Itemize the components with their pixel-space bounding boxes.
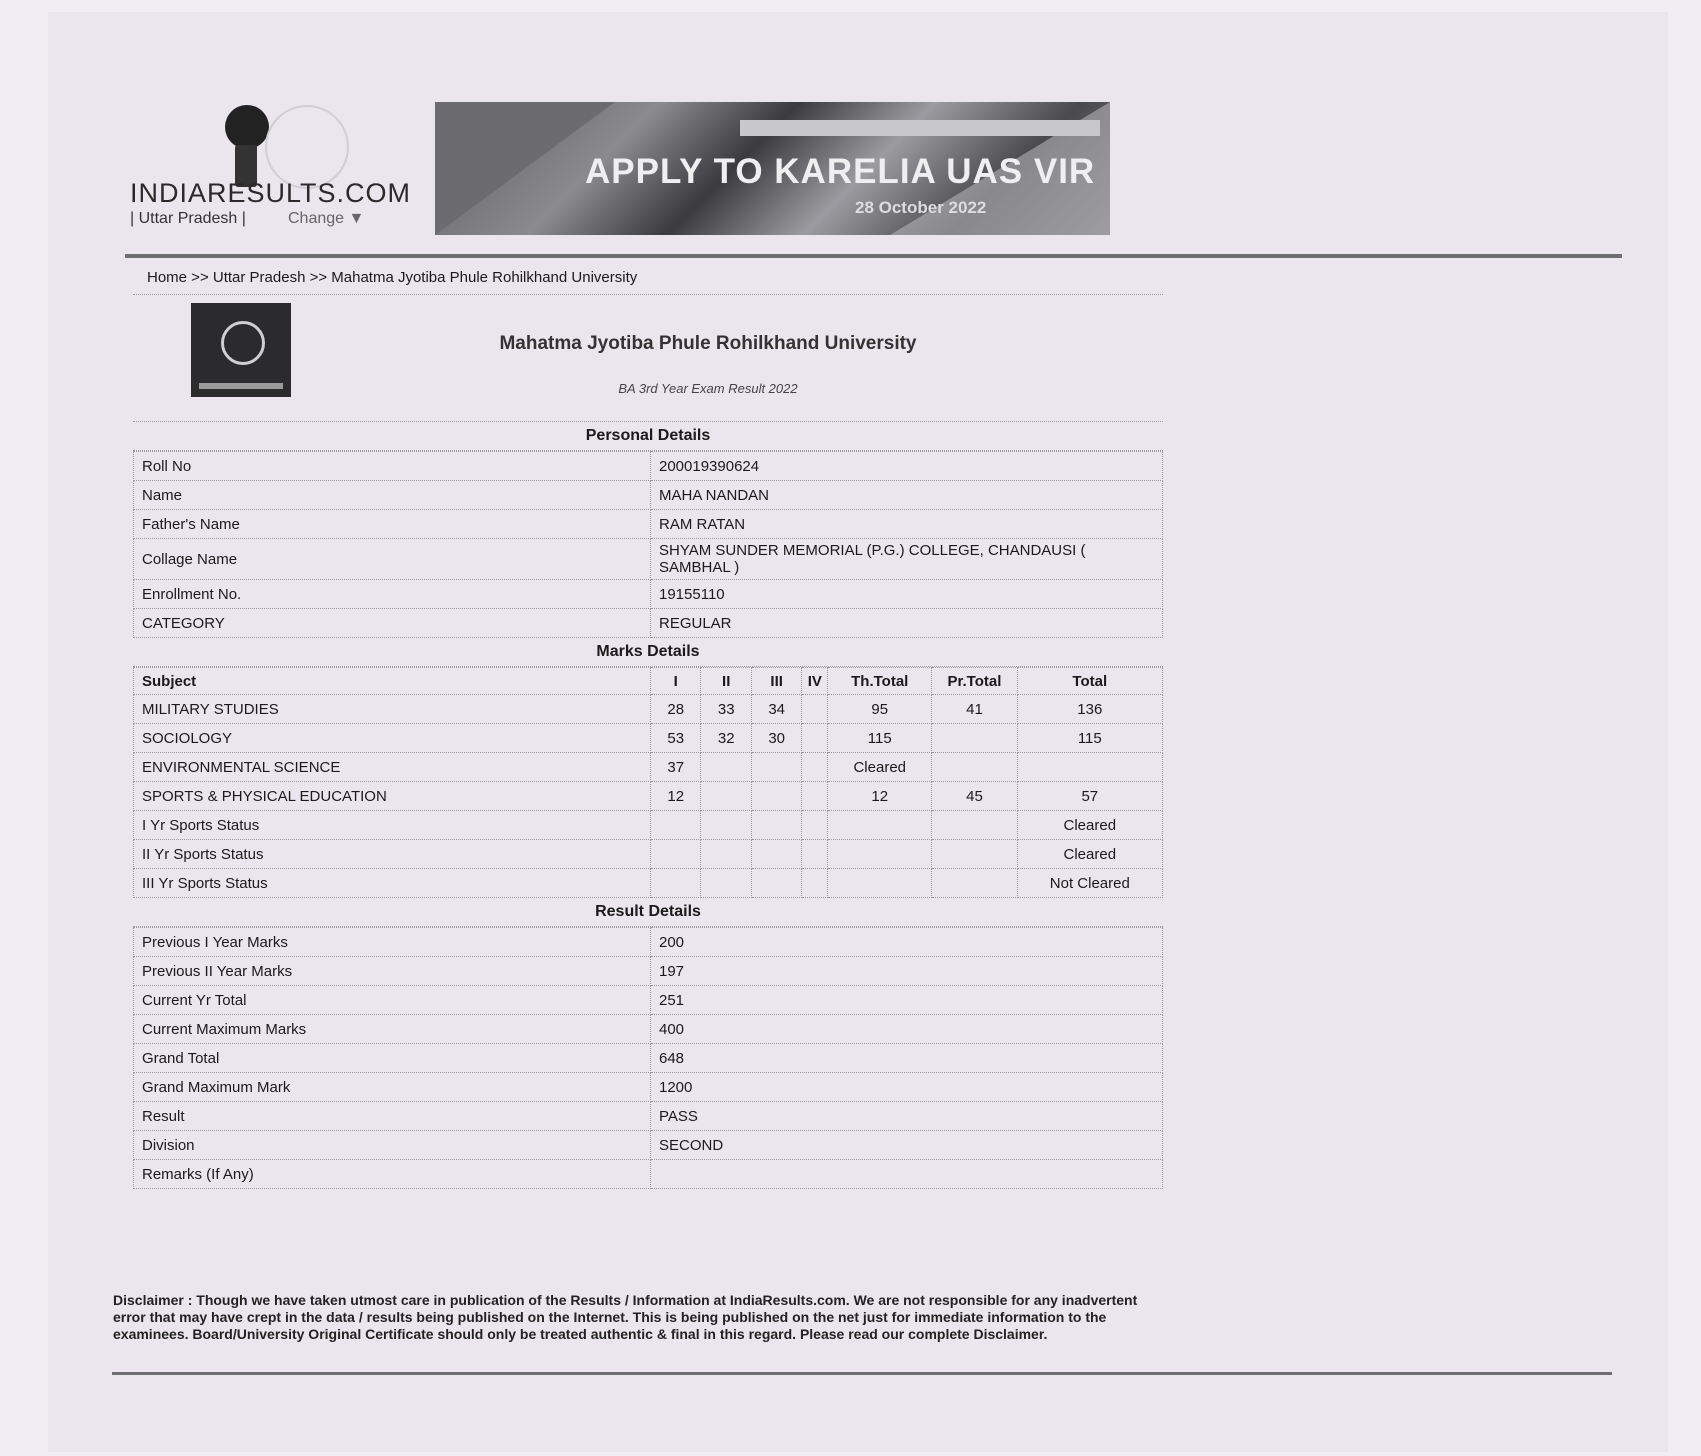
mark-cell: [701, 753, 751, 782]
row-value: 197: [651, 957, 1163, 986]
mark-cell: 53: [651, 724, 701, 753]
row-value: 1200: [651, 1073, 1163, 1102]
table-row: [134, 452, 1163, 481]
row-label: Enrollment No.: [134, 580, 651, 609]
row-value: 648: [651, 1044, 1163, 1073]
subject-name: ENVIRONMENTAL SCIENCE: [134, 753, 651, 782]
mark-cell: [802, 811, 828, 840]
mark-cell: [932, 840, 1017, 869]
row-label: Previous II Year Marks: [134, 957, 651, 986]
disclaimer-text: Disclaimer : Though we have taken utmost care in publication of the Results / Information at IndiaResults.com. We are not responsible for any inadvertent error that may have crept in the data / results being published on the Internet. This is being published on the net just for immediate information to the examinees. Board/University Original Certificate should only be treated authentic & final in this regard. Please read our complete Disclaimer.: [113, 1292, 1138, 1342]
table-row: [134, 986, 1163, 1015]
mark-cell: [802, 840, 828, 869]
result-details-title: Result Details: [133, 898, 1163, 927]
table-row: [134, 1131, 1163, 1160]
mark-cell: [802, 724, 828, 753]
banner-date: 28 October 2022: [855, 198, 987, 217]
mark-cell: [802, 753, 828, 782]
table-row: [134, 1073, 1163, 1102]
mark-cell: [751, 869, 801, 898]
state-label: | Uttar Pradesh |: [130, 210, 246, 227]
table-row: [134, 539, 1163, 580]
marks-table: [133, 667, 1163, 898]
university-header: [133, 295, 1163, 422]
row-label: Collage Name: [134, 539, 651, 580]
table-row: [134, 840, 1163, 869]
mark-cell: [751, 782, 801, 811]
table-row: [134, 753, 1163, 782]
mark-cell: [651, 840, 701, 869]
row-label: Father's Name: [134, 510, 651, 539]
row-value: SECOND: [651, 1131, 1163, 1160]
mark-cell: [1017, 753, 1162, 782]
mark-cell: 95: [828, 695, 932, 724]
table-row: [134, 869, 1163, 898]
mark-cell: [701, 869, 751, 898]
result-details-table: [133, 927, 1163, 1189]
row-value: 19155110: [651, 580, 1163, 609]
header-divider: [125, 254, 1622, 258]
mark-cell: [651, 811, 701, 840]
column-header: Total: [1017, 668, 1162, 695]
column-header: III: [751, 668, 801, 695]
row-label: Current Maximum Marks: [134, 1015, 651, 1044]
mark-cell: 41: [932, 695, 1017, 724]
row-value: RAM RATAN: [651, 510, 1163, 539]
exam-title: BA 3rd Year Exam Result 2022: [618, 381, 798, 396]
mark-cell: 45: [932, 782, 1017, 811]
personal-details-title: Personal Details: [133, 422, 1163, 451]
table-row: [134, 510, 1163, 539]
mark-cell: 33: [701, 695, 751, 724]
column-header: II: [701, 668, 751, 695]
footer-divider: [112, 1372, 1612, 1375]
row-label: Remarks (If Any): [134, 1160, 651, 1189]
mark-cell: [828, 811, 932, 840]
row-value: 200: [651, 928, 1163, 957]
mark-cell: [932, 724, 1017, 753]
table-row: [134, 609, 1163, 638]
table-row: [134, 811, 1163, 840]
change-state-link[interactable]: Change ▼: [288, 210, 365, 227]
mark-cell: [701, 782, 751, 811]
row-label: Grand Total: [134, 1044, 651, 1073]
subject-name: MILITARY STUDIES: [134, 695, 651, 724]
column-header: Pr.Total: [932, 668, 1017, 695]
mark-cell: [802, 695, 828, 724]
row-value: 251: [651, 986, 1163, 1015]
university-name: Mahatma Jyotiba Phule Rohilkhand University: [499, 333, 917, 354]
row-label: Roll No: [134, 452, 651, 481]
banner-headline: APPLY TO KARELIA UAS VIR: [585, 152, 1096, 191]
mark-cell: [828, 869, 932, 898]
row-label: CATEGORY: [134, 609, 651, 638]
table-row: [134, 782, 1163, 811]
mark-cell: 12: [828, 782, 932, 811]
mark-cell: Cleared: [1017, 840, 1162, 869]
mark-cell: [828, 840, 932, 869]
personal-details-table: [133, 451, 1163, 638]
table-row: [134, 695, 1163, 724]
subject-name: SPORTS & PHYSICAL EDUCATION: [134, 782, 651, 811]
mark-cell: 32: [701, 724, 751, 753]
row-value: 200019390624: [651, 452, 1163, 481]
table-row: [134, 1015, 1163, 1044]
mark-cell: [651, 869, 701, 898]
mark-cell: 37: [651, 753, 701, 782]
row-value: PASS: [651, 1102, 1163, 1131]
subject-name: I Yr Sports Status: [134, 811, 651, 840]
column-header: Th.Total: [828, 668, 932, 695]
row-label: Current Yr Total: [134, 986, 651, 1015]
mark-cell: 30: [751, 724, 801, 753]
row-value: REGULAR: [651, 609, 1163, 638]
mark-cell: [932, 753, 1017, 782]
row-label: Result: [134, 1102, 651, 1131]
ad-banner[interactable]: [435, 102, 1110, 235]
logo-text: INDIARESULTS.COM: [130, 178, 412, 208]
table-row: [134, 957, 1163, 986]
row-value: SHYAM SUNDER MEMORIAL (P.G.) COLLEGE, CHANDAUSI ( SAMBHAL ): [651, 539, 1163, 580]
mark-cell: 12: [651, 782, 701, 811]
table-row: [134, 1160, 1163, 1189]
mark-cell: 28: [651, 695, 701, 724]
mark-cell: 34: [751, 695, 801, 724]
marks-details-title: Marks Details: [133, 638, 1163, 667]
mark-cell: [932, 869, 1017, 898]
mark-cell: 136: [1017, 695, 1162, 724]
mark-cell: Cleared: [828, 753, 932, 782]
subject-name: II Yr Sports Status: [134, 840, 651, 869]
mark-cell: [701, 840, 751, 869]
subject-name: III Yr Sports Status: [134, 869, 651, 898]
mark-cell: 115: [1017, 724, 1162, 753]
table-row: [134, 724, 1163, 753]
table-row: [134, 1044, 1163, 1073]
indiaresults-logo[interactable]: [130, 100, 412, 235]
mark-cell: 57: [1017, 782, 1162, 811]
breadcrumb[interactable]: Home >> Uttar Pradesh >> Mahatma Jyotiba Phule Rohilkhand University: [133, 262, 1163, 295]
mark-cell: [802, 782, 828, 811]
banner-strip: [740, 120, 1100, 136]
row-value: 400: [651, 1015, 1163, 1044]
mark-cell: Not Cleared: [1017, 869, 1162, 898]
column-header: IV: [802, 668, 828, 695]
column-header: I: [651, 668, 701, 695]
mark-cell: [932, 811, 1017, 840]
mark-cell: [751, 753, 801, 782]
result-panel: [133, 262, 1163, 1189]
mark-cell: [751, 811, 801, 840]
table-row: [134, 580, 1163, 609]
mark-cell: Cleared: [1017, 811, 1162, 840]
column-header: Subject: [134, 668, 651, 695]
mark-cell: [701, 811, 751, 840]
mark-cell: 115: [828, 724, 932, 753]
mark-cell: [751, 840, 801, 869]
row-label: Division: [134, 1131, 651, 1160]
row-value: [651, 1160, 1163, 1189]
row-label: Previous I Year Marks: [134, 928, 651, 957]
table-row: [134, 928, 1163, 957]
table-row: [134, 1102, 1163, 1131]
row-label: Grand Maximum Mark: [134, 1073, 651, 1102]
row-value: MAHA NANDAN: [651, 481, 1163, 510]
row-label: Name: [134, 481, 651, 510]
subject-name: SOCIOLOGY: [134, 724, 651, 753]
table-row: [134, 481, 1163, 510]
mark-cell: [802, 869, 828, 898]
